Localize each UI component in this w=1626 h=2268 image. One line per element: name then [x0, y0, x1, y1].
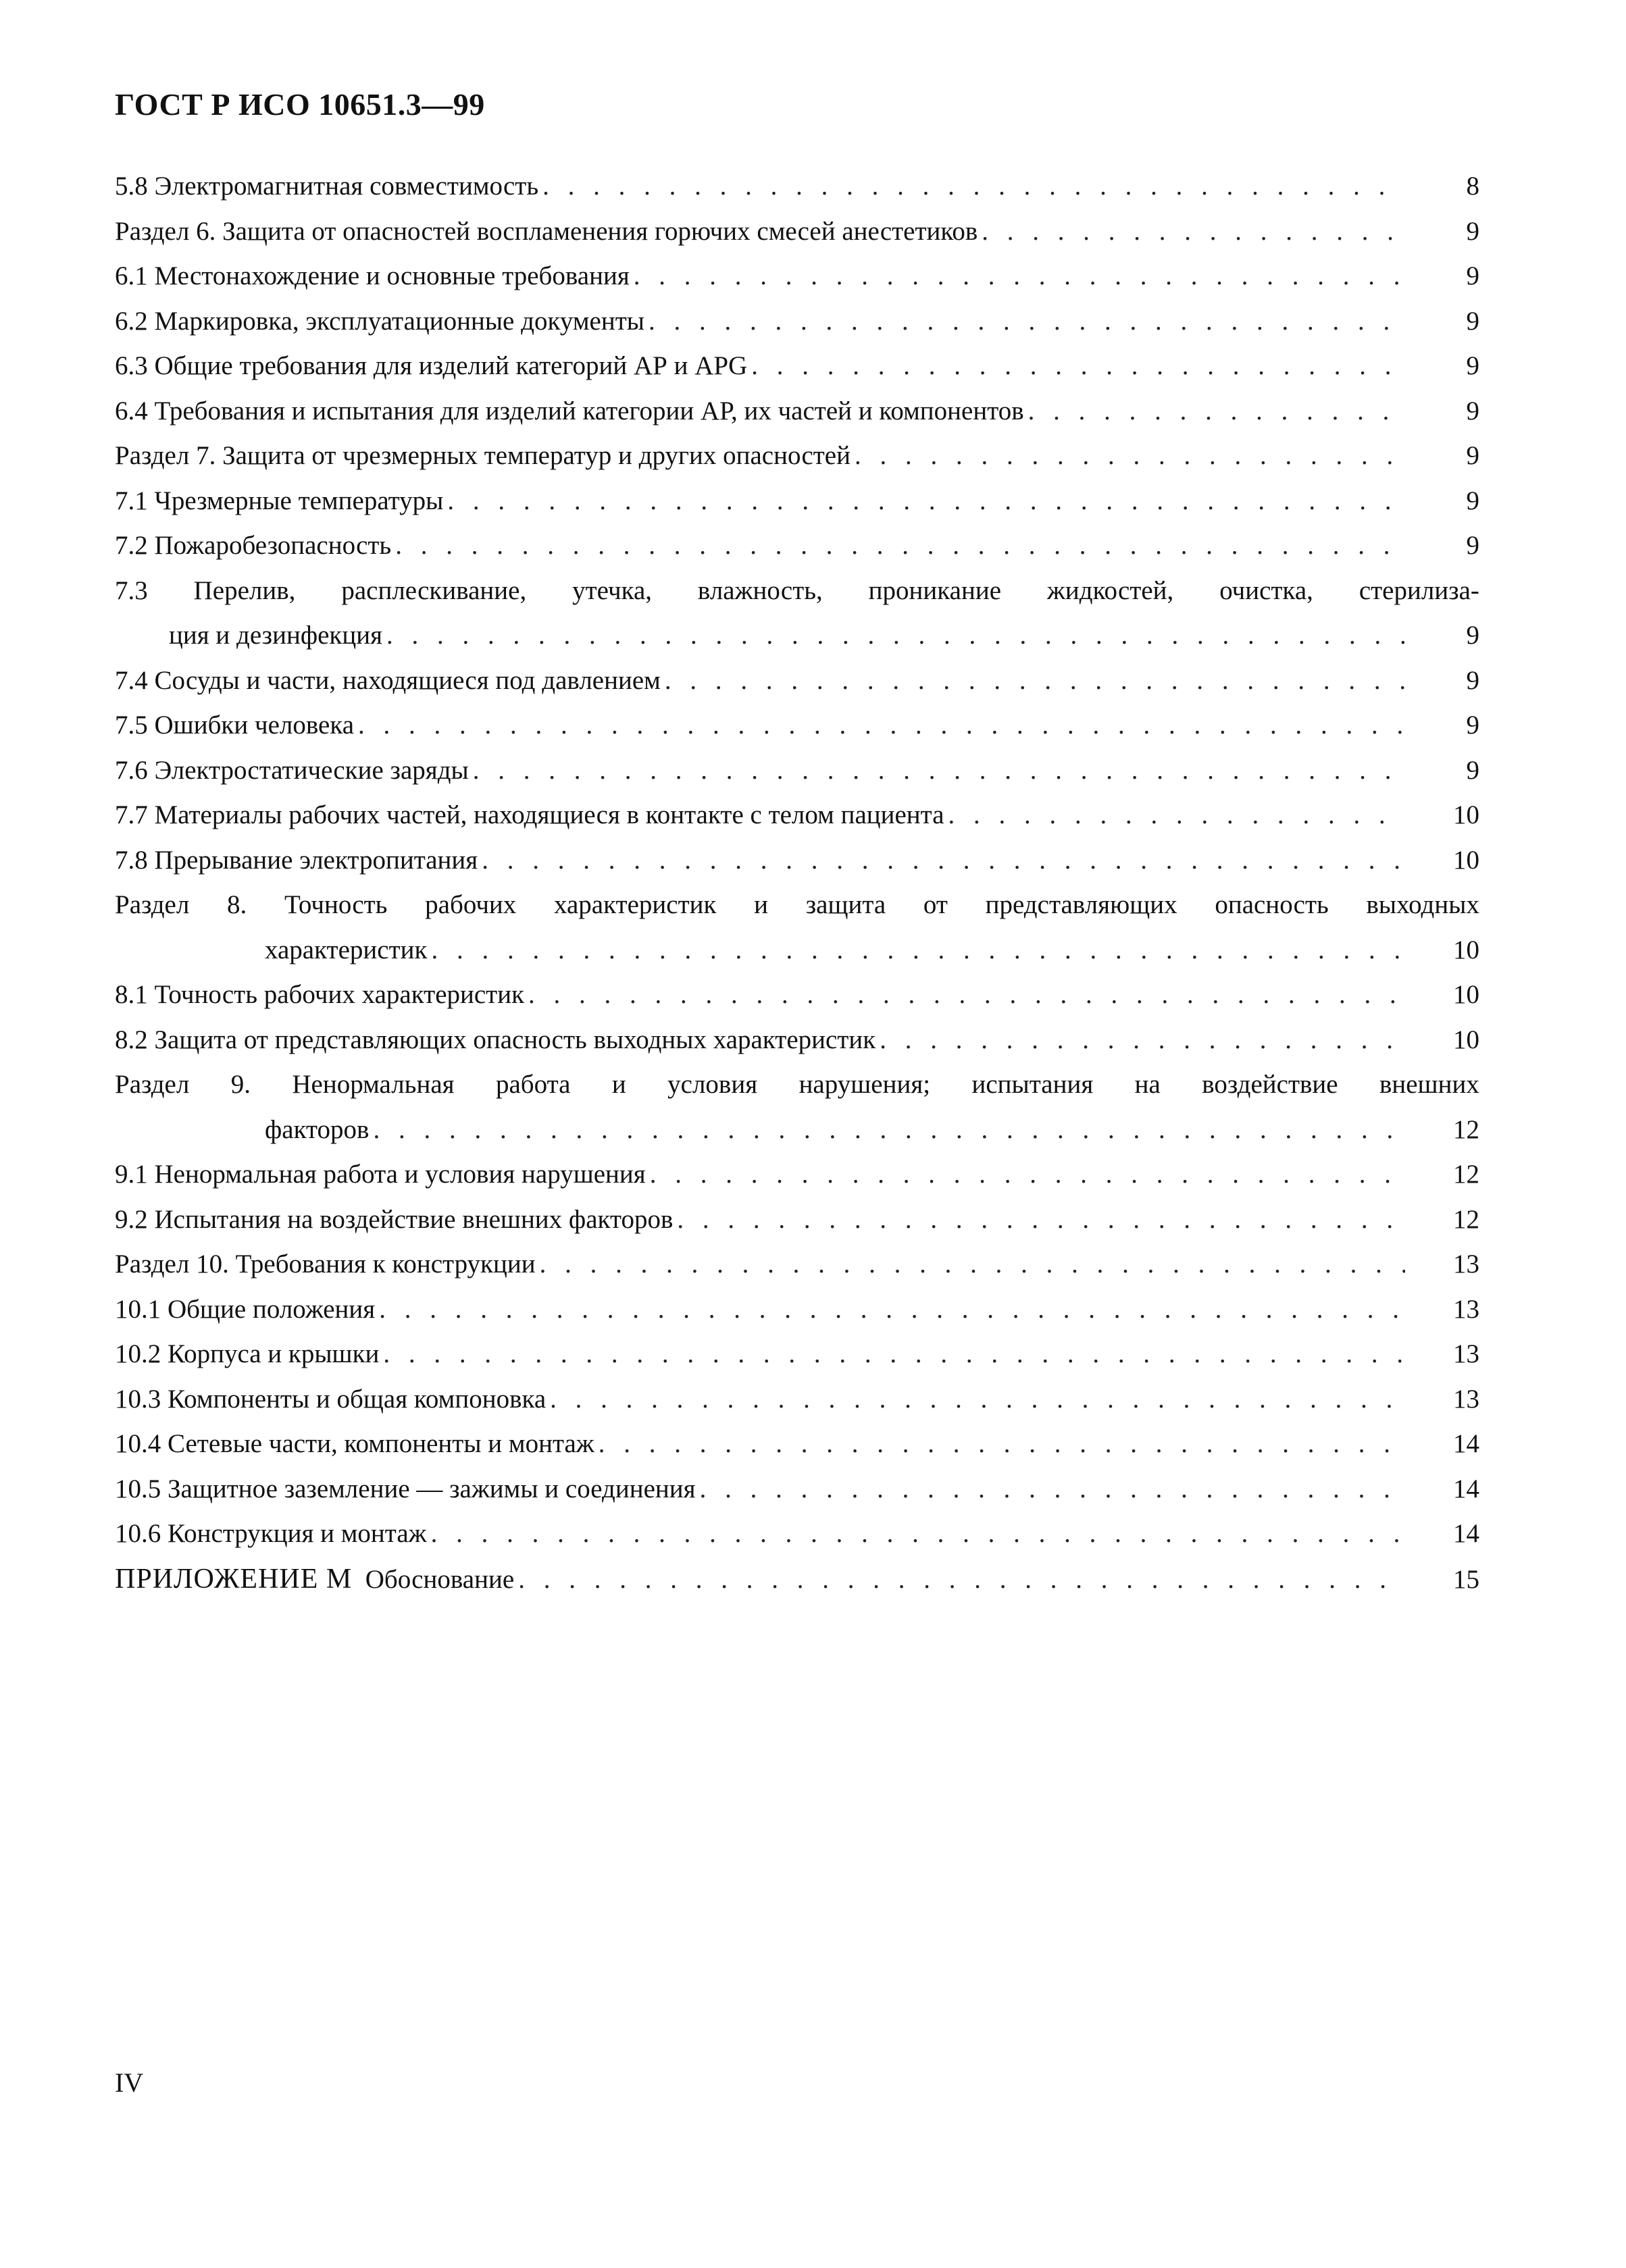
toc-entry[interactable]	[115, 1018, 1479, 1063]
toc-entry-title: 7.4 Сосуды и части, находящиеся под давлением	[115, 665, 661, 695]
toc-entry[interactable]	[115, 1108, 1479, 1153]
toc-entry[interactable]	[115, 613, 1479, 659]
toc-leader-dots	[447, 479, 1405, 524]
toc-entry[interactable]	[115, 748, 1479, 794]
toc-entry-page: 9	[1466, 306, 1479, 336]
toc-entry-title: 8.2 Защита от представляющих опасность выходных характеристик	[115, 1025, 876, 1054]
toc-entry[interactable]	[115, 1467, 1479, 1512]
toc-entry-page: 9	[1466, 216, 1479, 246]
toc-entry-page: 9	[1466, 755, 1479, 785]
toc-entry-title: 6.4 Требования и испытания для изделий категории АР, их частей и компонентов	[115, 396, 1024, 426]
toc-entry-page: 12	[1453, 1114, 1479, 1144]
toc-entry-title: 6.3 Общие требования для изделий категорий АР и APG	[115, 351, 748, 380]
toc-entry-title: Раздел 6. Защита от опасностей воспламенения горючих смесей анестетиков	[115, 216, 978, 246]
toc-entry-title: 9.2 Испытания на воздействие внешних факторов	[115, 1204, 674, 1234]
toc-entry-title	[115, 1557, 518, 1603]
toc-entry-page: 13	[1453, 1294, 1479, 1324]
toc-entry-title: 8.1 Точность рабочих характеристик	[115, 980, 525, 1009]
toc-leader-dots	[700, 1467, 1405, 1512]
toc-entry-page: 15	[1453, 1564, 1479, 1594]
toc-entry-title: 10.6 Конструкция и монтаж	[115, 1519, 427, 1548]
toc-entry-page: 9	[1466, 531, 1479, 560]
toc-leader-dots	[431, 928, 1405, 973]
toc-entry-title: Раздел 10. Требования к конструкции	[115, 1249, 536, 1279]
toc-entry-page: 13	[1453, 1249, 1479, 1279]
toc-leader-dots	[677, 1197, 1405, 1243]
toc-entry[interactable]	[115, 164, 1479, 209]
toc-entry-title: 10.5 Защитное заземление — зажимы и соединения	[115, 1474, 696, 1503]
toc-leader-dots	[634, 254, 1405, 299]
toc-entry-page: 13	[1453, 1339, 1479, 1368]
toc-leader-dots	[982, 209, 1405, 255]
toc-entry-title: факторов	[265, 1114, 370, 1144]
toc-entry-title: 7.2 Пожаробезопасность	[115, 531, 392, 560]
toc-entry[interactable]	[115, 299, 1479, 344]
toc-entry-page: 10	[1453, 800, 1479, 829]
toc-leader-dots	[358, 703, 1405, 748]
toc-entry-title: 6.2 Маркировка, эксплуатационные документы	[115, 306, 644, 336]
toc-entry-title: 7.1 Чрезмерные температуры	[115, 486, 444, 515]
toc-leader-dots	[649, 299, 1405, 344]
toc-entry-title: 10.2 Корпуса и крышки	[115, 1339, 380, 1368]
toc-entry[interactable]	[115, 1152, 1479, 1197]
toc-leader-dots	[880, 1018, 1405, 1063]
toc-entry[interactable]	[115, 254, 1479, 299]
toc-entry-page: 10	[1453, 1025, 1479, 1054]
toc-entry[interactable]	[115, 659, 1479, 704]
toc-leader-dots	[473, 748, 1405, 794]
appendix-title: Обоснование	[365, 1564, 515, 1594]
toc-entry-page: 9	[1466, 665, 1479, 695]
toc-entry-page: 9	[1466, 261, 1479, 290]
toc-entry-page: 13	[1453, 1384, 1479, 1414]
toc-leader-dots	[518, 1557, 1405, 1603]
toc-entry-title-line1: Раздел 8. Точность рабочих характеристик и защита от представляющих опасность выходных	[115, 890, 1479, 919]
table-of-contents	[115, 164, 1479, 1601]
toc-leader-dots	[386, 613, 1405, 659]
document-header: ГОСТ Р ИСО 10651.3—99	[115, 87, 485, 122]
toc-entry-title: Раздел 7. Защита от чрезмерных температур и других опасностей	[115, 441, 850, 470]
toc-entry-multiline-first[interactable]	[115, 883, 1479, 928]
toc-entry-title: 6.1 Местонахождение и основные требования	[115, 261, 630, 290]
toc-leader-dots	[855, 434, 1405, 479]
toc-leader-dots	[665, 659, 1405, 704]
toc-leader-dots	[650, 1152, 1405, 1197]
toc-entry[interactable]	[115, 1422, 1479, 1467]
toc-leader-dots	[395, 523, 1405, 569]
toc-entry-title: 10.1 Общие положения	[115, 1294, 376, 1324]
toc-entry[interactable]	[115, 434, 1479, 479]
toc-entry-page: 10	[1453, 935, 1479, 964]
toc-entry[interactable]	[115, 1377, 1479, 1422]
toc-entry-page: 14	[1453, 1519, 1479, 1548]
toc-leader-dots	[542, 164, 1405, 209]
toc-entry[interactable]	[115, 523, 1479, 569]
toc-entry[interactable]	[115, 1512, 1479, 1557]
toc-leader-dots	[379, 1287, 1405, 1333]
toc-entry[interactable]	[115, 1332, 1479, 1377]
toc-entry[interactable]	[115, 1197, 1479, 1243]
toc-entry-page: 9	[1466, 396, 1479, 426]
toc-entry-page: 9	[1466, 351, 1479, 380]
toc-entry[interactable]	[115, 344, 1479, 389]
toc-leader-dots	[373, 1108, 1405, 1153]
toc-entry-page: 14	[1453, 1474, 1479, 1503]
toc-entry-page: 10	[1453, 845, 1479, 875]
toc-leader-dots	[550, 1377, 1405, 1422]
toc-entry-page: 8	[1466, 172, 1479, 201]
toc-leader-dots	[528, 973, 1405, 1018]
toc-entry-title: 10.3 Компоненты и общая компоновка	[115, 1384, 547, 1414]
toc-entry[interactable]	[115, 1287, 1479, 1333]
toc-entry[interactable]	[115, 703, 1479, 748]
toc-entry-title: характеристик	[265, 935, 428, 964]
toc-entry-page: 12	[1453, 1204, 1479, 1234]
toc-leader-dots	[540, 1242, 1405, 1287]
toc-entry-multiline-first[interactable]	[115, 569, 1479, 614]
toc-entry[interactable]	[115, 928, 1479, 973]
toc-entry[interactable]	[115, 973, 1479, 1018]
toc-entry[interactable]	[115, 793, 1479, 838]
toc-entry-title: 7.7 Материалы рабочих частей, находящиеся в контакте с телом пациента	[115, 800, 944, 829]
toc-entry-title-line1: Раздел 9. Ненормальная работа и условия нарушения; испытания на воздействие внешних	[115, 1070, 1479, 1099]
toc-leader-dots	[948, 793, 1405, 838]
toc-entry-title-line1: 7.3 Перелив, расплескивание, утечка, влажность, проникание жидкостей, очистка, стерилиза-	[115, 575, 1479, 605]
toc-entry-title: 7.8 Прерывание электропитания	[115, 845, 478, 875]
toc-entry[interactable]	[115, 1242, 1479, 1287]
toc-entry-title: ция и дезинфекция	[169, 621, 383, 650]
toc-entry-page: 14	[1453, 1429, 1479, 1458]
toc-entry-multiline-first[interactable]	[115, 1062, 1479, 1108]
toc-leader-dots	[431, 1512, 1405, 1557]
toc-entry[interactable]	[115, 389, 1479, 434]
toc-leader-dots	[599, 1422, 1405, 1467]
appendix-label: ПРИЛОЖЕНИЕ М	[115, 1563, 353, 1595]
toc-entry-title: 10.4 Сетевые части, компоненты и монтаж	[115, 1429, 594, 1458]
toc-entry[interactable]	[115, 838, 1479, 883]
toc-leader-dots	[482, 838, 1405, 883]
toc-entry-page: 10	[1453, 980, 1479, 1009]
toc-entry-appendix[interactable]	[115, 1557, 1479, 1602]
page-number-footer: IV	[115, 2067, 144, 2098]
toc-leader-dots	[383, 1332, 1405, 1377]
toc-entry-page: 9	[1466, 486, 1479, 515]
toc-entry-title: 7.5 Ошибки человека	[115, 711, 355, 740]
toc-entry-page: 9	[1466, 621, 1479, 650]
toc-entry[interactable]	[115, 209, 1479, 255]
toc-entry-page: 9	[1466, 711, 1479, 740]
toc-leader-dots	[1028, 389, 1405, 434]
toc-entry-title: 7.6 Электростатические заряды	[115, 755, 469, 785]
toc-entry-title: 5.8 Электромагнитная совместимость	[115, 172, 539, 201]
toc-entry-page: 12	[1453, 1160, 1479, 1189]
toc-entry[interactable]	[115, 479, 1479, 524]
toc-entry-title: 9.1 Ненормальная работа и условия нарушения	[115, 1160, 646, 1189]
toc-entry-page: 9	[1466, 441, 1479, 470]
toc-leader-dots	[751, 344, 1405, 389]
